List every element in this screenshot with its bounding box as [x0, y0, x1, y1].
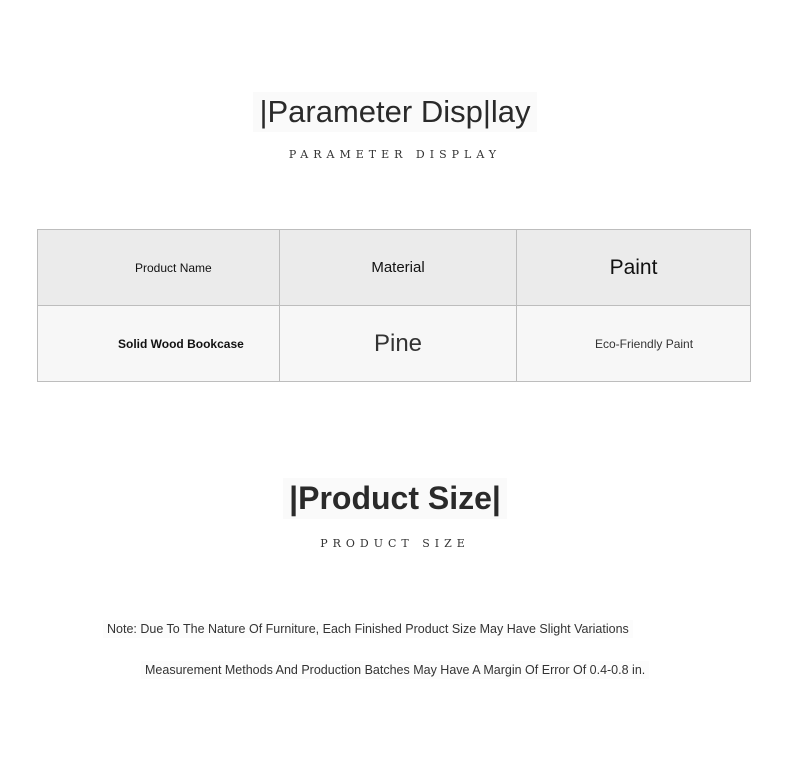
size-note-variation: Note: Due To The Nature Of Furniture, Each Finished Product Size May Have Slight Variations: [103, 620, 633, 638]
header-product-name: Product Name: [38, 230, 280, 306]
header-paint: Paint: [517, 230, 751, 306]
cell-material: Pine: [280, 306, 517, 382]
product-size-title: [0, 478, 790, 519]
product-size-subtitle: PRODUCT SIZE: [320, 537, 470, 550]
table-row: [38, 306, 751, 382]
cell-product-name: Solid Wood Bookcase: [38, 306, 280, 382]
parameter-display-subtitle: PARAMETER DISPLAY: [288, 148, 502, 161]
size-note-margin: Measurement Methods And Production Batches May Have A Margin Of Error Of 0.4-0.8 in.: [141, 661, 649, 679]
header-material: Material: [280, 230, 517, 306]
cell-paint: Eco-Friendly Paint: [517, 306, 751, 382]
parameter-display-title: [0, 92, 790, 132]
parameter-table: [37, 229, 751, 382]
parameter-display-title-text: |Parameter Disp|lay: [253, 92, 536, 132]
product-size-title-text: |Product Size|: [283, 478, 507, 519]
table-header-row: [38, 230, 751, 306]
